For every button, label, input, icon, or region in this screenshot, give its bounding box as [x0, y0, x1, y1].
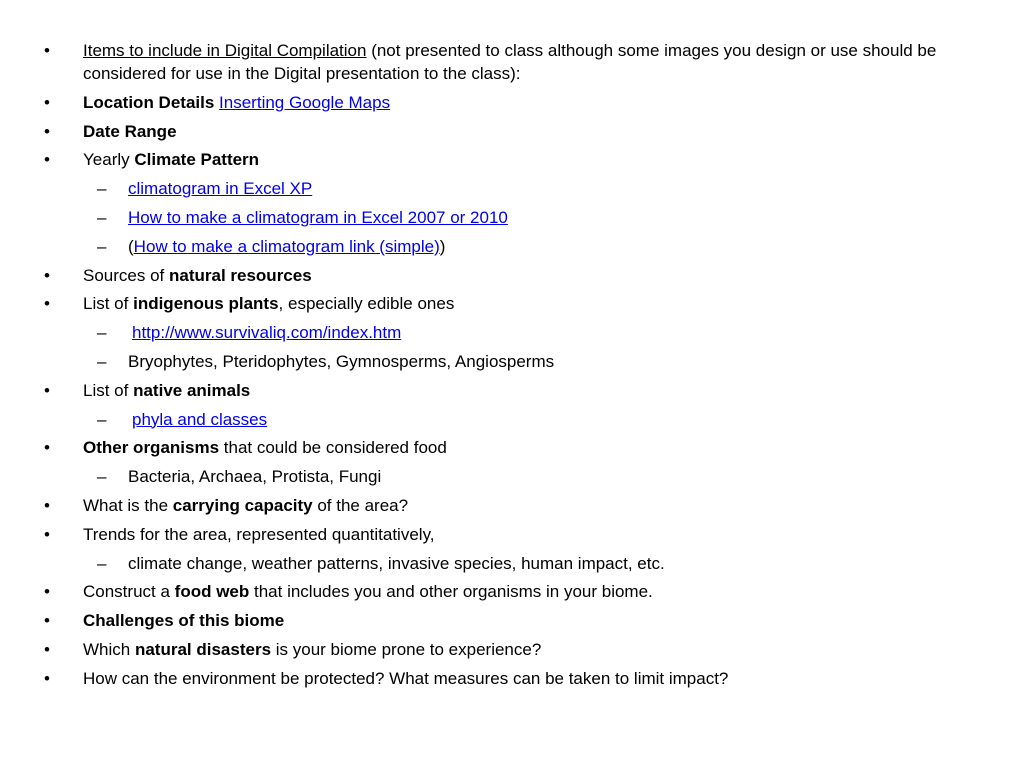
dash: – [97, 553, 107, 573]
climatogram-simple-link[interactable]: How to make a climatogram link (simple) [133, 236, 440, 256]
phyla-link[interactable]: phyla and classes [132, 409, 268, 429]
compilation-heading: Items to include in Digital Compilation [83, 41, 367, 60]
animals-prefix: List of [83, 380, 134, 400]
close-paren: ) [439, 236, 446, 256]
bullet: • [44, 524, 50, 544]
bullet: • [44, 380, 50, 400]
sub-item-phyla [44, 408, 944, 431]
bullet: • [44, 611, 50, 631]
sub-item-survivaliq [44, 321, 944, 344]
list-item-organisms [44, 436, 944, 459]
dash: – [97, 179, 107, 199]
list-item-resources [44, 264, 944, 287]
date-range-label: Date Range [83, 121, 177, 141]
dash: – [97, 409, 107, 429]
list-item-climate [44, 148, 944, 171]
bullet: • [44, 41, 50, 60]
bullet: • [44, 582, 50, 602]
plants-suffix: , especially edible ones [278, 294, 455, 314]
list-item-challenges [44, 609, 944, 632]
organisms-label: Other organisms [83, 438, 220, 458]
food-web-prefix: Construct a [83, 582, 175, 602]
climate-label: Climate Pattern [134, 150, 260, 170]
list-item-trends [44, 523, 944, 546]
organisms-suffix: that could be considered food [219, 438, 447, 458]
climatogram-xp-link[interactable]: climatogram in Excel XP [128, 179, 313, 199]
location-label: Location Details [83, 92, 215, 112]
plants-prefix: List of [83, 294, 134, 314]
resources-label: natural resources [169, 265, 312, 285]
capacity-label: carrying capacity [172, 495, 313, 515]
bullet: • [44, 438, 50, 458]
sub-item-plant-groups [44, 350, 944, 373]
list-item-date-range [44, 120, 944, 143]
bullet-list [44, 39, 944, 696]
list-item-location [44, 91, 944, 114]
bullet: • [44, 495, 50, 515]
resources-prefix: Sources of [83, 265, 169, 285]
climate-prefix: Yearly [83, 150, 135, 170]
kingdoms-text: Bacteria, Archaea, Protista, Fungi [128, 467, 382, 487]
list-item-capacity [44, 494, 944, 517]
bullet: • [44, 150, 50, 170]
disasters-label: natural disasters [134, 639, 272, 659]
capacity-prefix: What is the [83, 495, 173, 515]
protection-text: How can the environment be protected? What measures can be taken to limit impact? [83, 668, 729, 688]
bullet: • [44, 265, 50, 285]
challenges-label: Challenges of this biome [83, 611, 285, 631]
list-item-compilation [44, 39, 944, 85]
compilation-note: (not presented to class although some images you design or use should be considered for use in the Digital presentation to the class): [83, 41, 937, 83]
bullet: • [44, 121, 50, 141]
list-item-animals [44, 379, 944, 402]
dash: – [97, 351, 107, 371]
dash: – [97, 323, 107, 343]
bullet: • [44, 294, 50, 314]
sub-item-climatogram-xp [44, 177, 944, 200]
animals-label: native animals [133, 380, 251, 400]
plants-label: indigenous plants [133, 294, 279, 314]
survivaliq-link[interactable]: http://www.survivaliq.com/index.htm [132, 323, 402, 343]
plant-groups-text: Bryophytes, Pteridophytes, Gymnosperms, Angiosperms [128, 351, 555, 371]
sub-item-kingdoms [44, 465, 944, 488]
bullet: • [44, 639, 50, 659]
trends-text: Trends for the area, represented quantitatively, [83, 524, 435, 544]
sub-item-climatogram-2007 [44, 206, 944, 229]
google-maps-link[interactable]: Inserting Google Maps [219, 92, 391, 112]
list-item-plants [44, 292, 944, 315]
food-web-suffix: that includes you and other organisms in your biome. [249, 582, 653, 602]
climatogram-2007-link[interactable]: How to make a climatogram in Excel 2007 or 2010 [128, 207, 508, 227]
list-item-protection [44, 667, 944, 690]
disasters-prefix: Which [83, 639, 135, 659]
list-item-disasters [44, 638, 944, 661]
food-web-label: food web [174, 582, 250, 602]
dash: – [97, 467, 107, 487]
bullet: • [44, 92, 50, 112]
capacity-suffix: of the area? [312, 495, 409, 515]
list-item-food-web [44, 580, 944, 603]
open-paren: ( [128, 236, 134, 256]
sub-item-trend-examples [44, 552, 944, 575]
dash: – [97, 207, 107, 227]
disasters-suffix: is your biome prone to experience? [271, 639, 542, 659]
bullet: • [44, 668, 50, 688]
trend-examples-text: climate change, weather patterns, invasive species, human impact, etc. [128, 553, 665, 573]
sub-item-climatogram-simple [44, 235, 944, 258]
dash: – [97, 236, 107, 256]
